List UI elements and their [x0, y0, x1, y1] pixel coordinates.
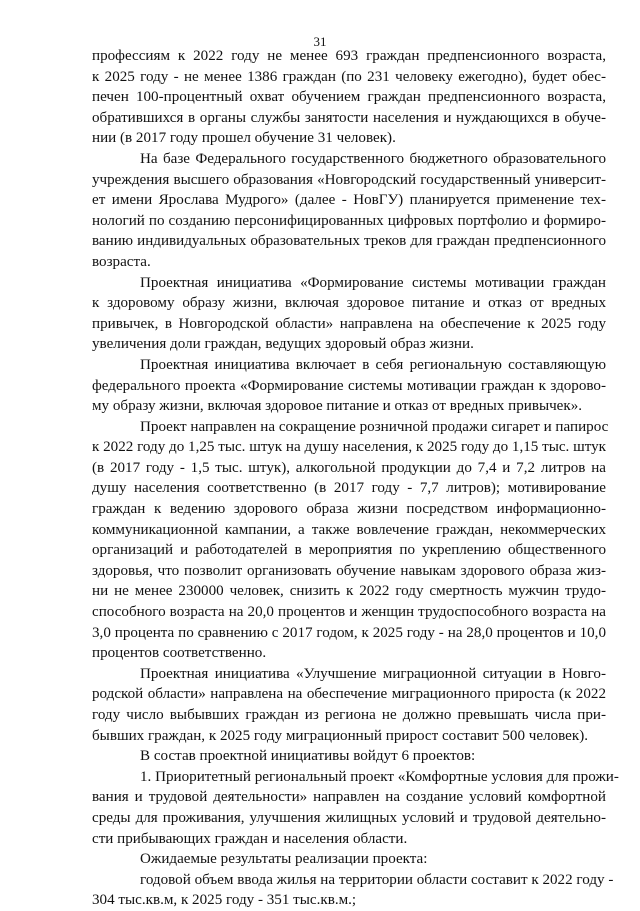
text-line: печен 100-процентный охват обучением граждан предпенсионного возраста,: [92, 89, 606, 106]
text-line: (в 2017 году - 1,5 тыс. штук), алкогольной продукции до 7,4 и 7,2 литров на: [92, 459, 606, 476]
text-line: му образу жизни, включая здоровое питание и отказ от вредных привычек».: [92, 398, 583, 415]
text-line: к 2022 году до 1,25 тыс. штук на душу населения, к 2025 году до 1,15 тыс. штук: [92, 439, 606, 456]
paragraph: [92, 355, 606, 417]
paragraph: [92, 273, 606, 355]
text-line: ет имени Ярослава Мудрого» (далее - НовГУ) планируется применение тех-: [92, 192, 606, 209]
text-line: граждан к ведению здорового образа жизни посредством информационно-: [92, 501, 606, 518]
text-line: годовой объем ввода жилья на территории области составит к 2022 году -: [140, 871, 614, 888]
paragraph: [92, 417, 609, 664]
text-line: привычек, в Новгородской области» направлена на обеспечение к 2025 году: [92, 315, 606, 332]
paragraph: [92, 46, 606, 149]
text-line: среды для проживания, улучшения жилищных условий и трудовой деятельно-: [92, 809, 606, 826]
text-line: Проект направлен на сокращение розничной продажи сигарет и папирос: [140, 418, 609, 435]
text-line: 3,0 процента по сравнению с 2017 годом, к 2025 году - на 28,0 процентов и 10,0: [92, 624, 606, 641]
text-line: увеличения доли граждан, ведущих здоровый образ жизни.: [92, 336, 474, 353]
text-line: ни не менее 230000 человек, снизить к 2022 году смертность мужчин трудо-: [92, 583, 606, 600]
text-line: бывших граждан, к 2025 году миграционный прирост составит 500 человек).: [92, 727, 589, 744]
document-body: [92, 46, 619, 911]
text-line: профессиям к 2022 году не менее 693 граждан предпенсионного возраста,: [92, 48, 606, 64]
text-line: родской области» направлена на обеспечение миграционного прироста (к 2022: [92, 686, 606, 703]
text-line: к здоровому образу жизни, включая здоровое питание и отказ от вредных: [92, 295, 606, 312]
text-line: В состав проектной инициативы войдут 6 проектов:: [140, 748, 476, 765]
text-line: сти прибывающих граждан и населения области.: [92, 830, 408, 847]
text-line: ванию индивидуальных образовательных треков для граждан предпенсионного: [92, 233, 606, 250]
text-line: организаций и работодателей в мероприятия по укреплению общественного: [92, 542, 606, 559]
text-line: 304 тыс.кв.м, к 2025 году - 351 тыс.кв.м.;: [92, 892, 357, 909]
text-line: обратившихся в органы службы занятости населения и нуждающихся в обуче-: [92, 109, 606, 126]
text-line: Проектная инициатива включает в себя региональную составляющую: [140, 356, 606, 373]
text-line: Проектная инициатива «Улучшение миграционной ситуации в Новго-: [140, 665, 606, 682]
text-line: Ожидаемые результаты реализации проекта:: [140, 851, 428, 868]
text-line: возраста.: [92, 253, 151, 270]
text-line: здоровья, что позволит организовать обучение навыкам здорового образа жиз-: [92, 562, 606, 579]
text-line: процентов соответственно.: [92, 645, 267, 662]
text-line: На базе Федерального государственного бюджетного образовательного: [140, 150, 606, 167]
paragraph: [92, 664, 606, 746]
paragraph: [92, 767, 619, 849]
text-line: нии (в 2017 году прошел обучение 31 человек).: [92, 130, 396, 147]
paragraph: [92, 849, 606, 870]
text-line: нологий по созданию персонифицированных цифровых портфолио и формиро-: [92, 212, 606, 229]
text-line: учреждения высшего образования «Новгородский государственный университ-: [92, 171, 606, 188]
text-line: способного возраста на 20,0 процентов и женщин трудоспособного возраста на: [92, 604, 606, 621]
paragraph: [92, 149, 606, 273]
text-line: году число выбывших граждан из региона не должно превышать числа при-: [92, 707, 606, 723]
text-line: вания и трудовой деятельности» направлен на создание условий комфортной: [92, 789, 606, 806]
text-line: к 2025 году - не менее 1386 граждан (по 231 человеку ежегодно), будет обес-: [92, 68, 606, 85]
text-line: федерального проекта «Формирование системы мотивации граждан к здорово-: [92, 377, 606, 394]
text-line: душу населения соответственно (в 2017 году - 7,7 литров); мотивирование: [92, 480, 606, 497]
text-line: Проектная инициатива «Формирование системы мотивации граждан: [140, 274, 606, 291]
paragraph: [92, 746, 606, 767]
text-line: коммуникационной кампании, а также вовлечение граждан, некоммерческих: [92, 521, 606, 538]
page-number: 31: [313, 34, 327, 49]
text-line: 1. Приоритетный региональный проект «Комфортные условия для прожи-: [140, 768, 619, 785]
